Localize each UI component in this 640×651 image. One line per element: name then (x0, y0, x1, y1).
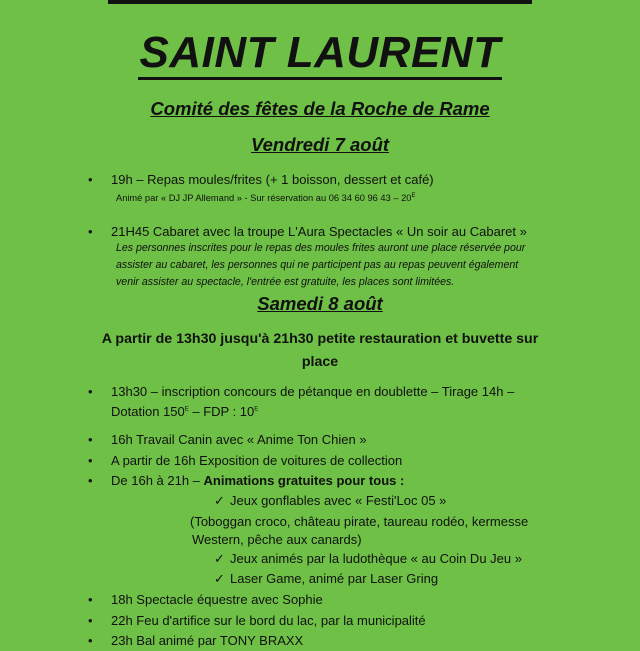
bullet-icon: • (88, 453, 93, 468)
saturday-intro-line: place (301, 354, 339, 370)
bullet-icon: • (88, 592, 93, 607)
friday-cabaret-note-line: assister au cabaret, les personnes qui ne participent pas au repas peuvent également (116, 259, 519, 271)
check-item-laser: ✓ Laser Game, animé par Laser Gring (214, 569, 438, 589)
bullet-icon: • (88, 384, 93, 399)
saturday-petanque-line: Dotation $150^E$ – FDP : $10^E$ (111, 404, 259, 419)
bullet-icon: • (88, 633, 93, 648)
page-title (0, 28, 640, 78)
bullet-icon: • (88, 613, 93, 628)
bullet-icon: • (88, 432, 93, 447)
saturday-animations-text: De 16h à 21h – Animations gratuites pour tous : (111, 473, 405, 488)
friday-item-dinner-note: Animé par « DJ JP Allemand » - Sur réservation au 06 34 60 96 $43 - 20^E$ (116, 192, 416, 203)
friday-cabaret-note-line: venir assister au spectacle, l'entrée est gratuite, les places sont limitées. (116, 276, 455, 288)
page-subtitle: Comité des fêtes de la Roche de Rame (150, 98, 490, 119)
friday-cabaret-note-line: Les personnes inscrites pour le repas des moules frites auront une place réservée pour (116, 242, 526, 254)
saturday-item-text: A partir de 16h Exposition de voitures de collection (111, 453, 403, 468)
saturday-heading: Samedi 8 août (257, 293, 383, 314)
saturday-item-text: 22h Feu d'artifice sur le bord du lac, par la municipalité (111, 613, 426, 628)
bullet-icon: • (88, 473, 93, 488)
page-title-text: SAINT LAURENT (138, 28, 503, 80)
bullet-icon: • (88, 172, 93, 187)
saturday-petanque-line: 13h30 – inscription concours de pétanque en doublette – Tirage 14h – (111, 384, 515, 399)
friday-item-dinner-text: 19h – Repas moules/frites (+ 1 boisson, dessert et café) (111, 172, 434, 187)
check-icon: ✓ (214, 571, 225, 586)
check-item-detail: Western, pêche aux canards) (192, 532, 362, 547)
check-icon: ✓ (214, 551, 225, 566)
bullet-icon: • (88, 224, 93, 239)
top-rule (108, 0, 532, 4)
friday-heading: Vendredi 7 août (250, 134, 390, 155)
friday-item-cabaret-text: 21H45 Cabaret avec la troupe L'Aura Spectacles « Un soir au Cabaret » (111, 224, 527, 239)
check-icon: ✓ (214, 493, 225, 508)
saturday-item-text: 16h Travail Canin avec « Anime Ton Chien » (111, 432, 367, 447)
saturday-item-text: 18h Spectacle équestre avec Sophie (111, 592, 323, 607)
saturday-item-text: 23h Bal animé par TONY BRAXX (111, 633, 304, 648)
saturday-intro-line: A partir de 13h30 jusqu'à 21h30 petite restauration et buvette sur (101, 331, 539, 347)
check-item-gonflables: ✓ Jeux gonflables avec « Festi'Loc 05 » (214, 491, 446, 511)
check-item-detail: (Toboggan croco, château pirate, taureau rodéo, kermesse (190, 514, 529, 529)
check-item-ludotheque: ✓ Jeux animés par la ludothèque « au Coin Du Jeu » (214, 549, 522, 569)
